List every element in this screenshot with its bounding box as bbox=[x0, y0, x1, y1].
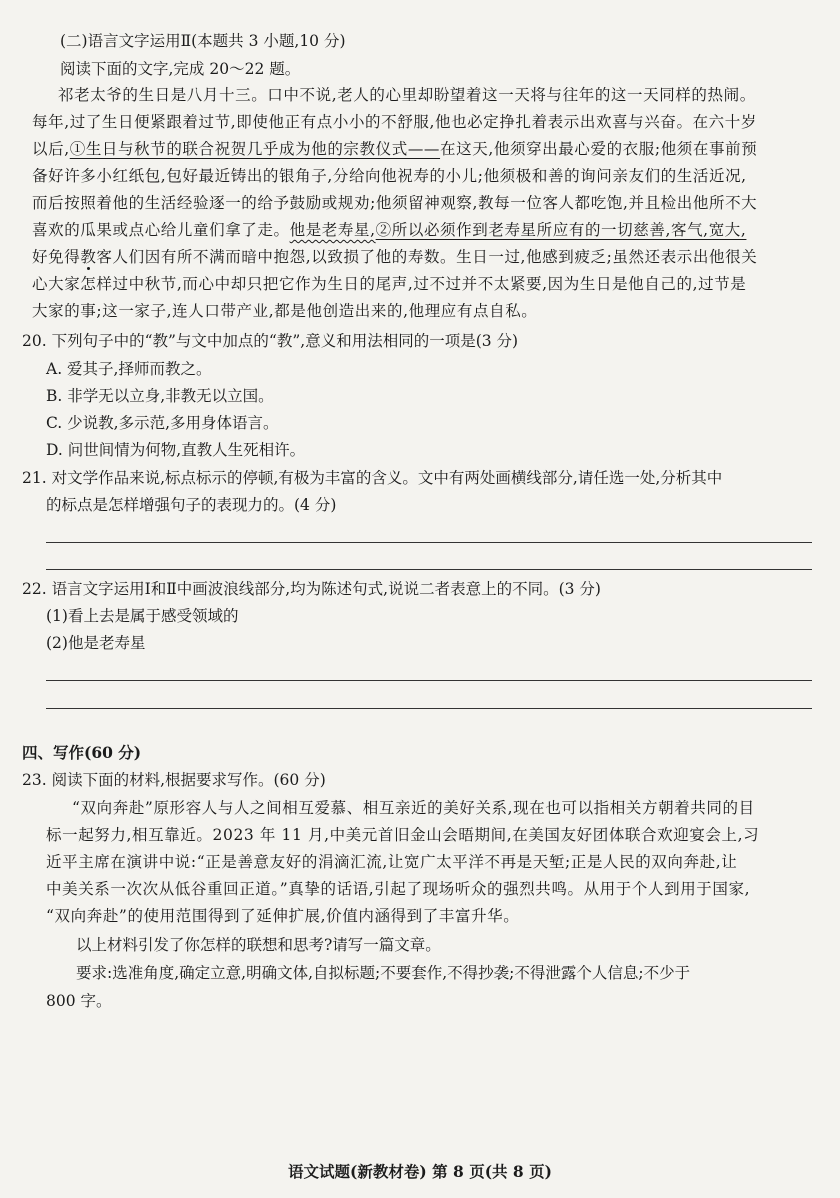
passage-text: 在这天,他须穿出最心爱的衣服;他须在事前预 bbox=[440, 140, 758, 158]
dotted-character: 教 bbox=[80, 248, 97, 266]
writing-prompt: 以上材料引发了你怎样的联想和思考?请写一篇文章。 bbox=[76, 936, 441, 954]
material-line: “双向奔赴”的使用范围得到了延伸扩展,价值内涵得到了丰富升华。 bbox=[46, 907, 520, 925]
passage-line bbox=[32, 246, 757, 268]
passage-line: 心大家怎样过中秋节,而心中却只把它作为生日的尾声,过不过并不太紧要,因为生日是他自己的,过节是 bbox=[32, 275, 747, 293]
page-footer: 语文试题(新教材卷) 第 8 页(共 8 页) bbox=[288, 1162, 552, 1181]
passage-line: 每年,过了生日便紧跟着过节,即使他正有点小小的不舒服,他也必定挣扎着表示出欢喜与兴奋。在六十岁 bbox=[32, 113, 757, 131]
passage-text: 喜欢的瓜果或点心给儿童们拿了走。 bbox=[32, 221, 290, 239]
question-stem-cont: 的标点是怎样增强句子的表现力的。(4 分) bbox=[46, 496, 337, 514]
section-header: 四、写作(60 分) bbox=[22, 743, 142, 762]
passage-line bbox=[32, 138, 757, 160]
answer-line bbox=[46, 542, 812, 543]
section-header: (二)语言文字运用Ⅱ(本题共 3 小题,10 分) bbox=[60, 32, 346, 50]
question-stem: 21. 对文学作品来说,标点标示的停顿,有极为丰富的含义。文中有两处画横线部分,请任选一处,分析其中 bbox=[22, 469, 723, 487]
question-stem: 23. 阅读下面的材料,根据要求写作。(60 分) bbox=[22, 771, 326, 789]
passage-line: 大家的事;这一家子,连人口带产业,都是他创造出来的,他理应有点自私。 bbox=[32, 302, 538, 320]
passage-line: 祁老太爷的生日是八月十三。口中不说,老人的心里却盼望着这一天将与往年的这一天同样的热闹。 bbox=[58, 86, 756, 104]
material-line: 中美关系一次次从低谷重回正道。”真挚的话语,引起了现场听众的强烈共鸣。从用于个人到用于国家, bbox=[46, 880, 751, 898]
passage-text: 以后, bbox=[32, 140, 70, 158]
underlined-sentence-1: ①生日与秋节的联合祝贺几乎成为他的宗教仪式—— bbox=[69, 140, 441, 158]
answer-line bbox=[46, 680, 812, 681]
answer-line bbox=[46, 569, 812, 570]
passage-instruction: 阅读下面的文字,完成 20～22 题。 bbox=[60, 60, 301, 78]
passage-text: 客人们因有所不满而暗中抱怨,以致损了他的寿数。生日一过,他感到疲乏;虽然还表示出他很关 bbox=[96, 248, 758, 266]
passage-text: 好免得 bbox=[32, 248, 81, 266]
sub-item-1: (1)看上去是属于感受领域的 bbox=[46, 607, 239, 625]
option-d: D. 问世间情为何物,直教人生死相许。 bbox=[46, 441, 306, 459]
underlined-sentence-2: ②所以必须作到老寿星所应有的一切慈善,客气,宽大, bbox=[375, 221, 747, 239]
passage-line: 而后按照着他的生活经验逐一的给予鼓励或规劝;他须留神观察,教每一位客人都吃饱,并且检出他所不大 bbox=[32, 194, 758, 212]
writing-requirements-cont: 800 字。 bbox=[46, 992, 112, 1010]
option-c: C. 少说教,多示范,多用身体语言。 bbox=[46, 414, 279, 432]
passage-line bbox=[32, 219, 746, 241]
passage-line: 备好许多小红纸包,包好最近铸出的银角子,分给向他祝寿的小儿;他须极和善的询问亲友们的生活近况, bbox=[32, 167, 747, 185]
wavy-underlined-sentence: 他是老寿星, bbox=[289, 221, 376, 239]
writing-requirements: 要求:选准角度,确定立意,明确文体,自拟标题;不要套作,不得抄袭;不得泄露个人信息;不少于 bbox=[76, 964, 691, 982]
answer-line bbox=[46, 708, 812, 709]
material-line: 标一起努力,相互靠近。2023 年 11 月,中美元首旧金山会晤期间,在美国友好团体联合欢迎宴会上,习 bbox=[46, 826, 760, 844]
question-stem: 22. 语言文字运用Ⅰ和Ⅱ中画波浪线部分,均为陈述句式,说说二者表意上的不同。(3 分) bbox=[22, 580, 601, 598]
material-line: “双向奔赴”原形容人与人之间相互爱慕、相互亲近的美好关系,现在也可以指相关方朝着共同的目 bbox=[72, 799, 755, 817]
question-stem: 20. 下列句子中的“教”与文中加点的“教”,意义和用法相同的一项是(3 分) bbox=[22, 332, 519, 350]
option-a: A. 爱其子,择师而教之。 bbox=[46, 360, 212, 378]
sub-item-2: (2)他是老寿星 bbox=[46, 634, 146, 652]
option-b: B. 非学无以立身,非教无以立国。 bbox=[46, 387, 274, 405]
material-line: 近平主席在演讲中说:“正是善意友好的涓滴汇流,让宽广太平洋不再是天堑;正是人民的双向奔赴,让 bbox=[46, 853, 738, 871]
